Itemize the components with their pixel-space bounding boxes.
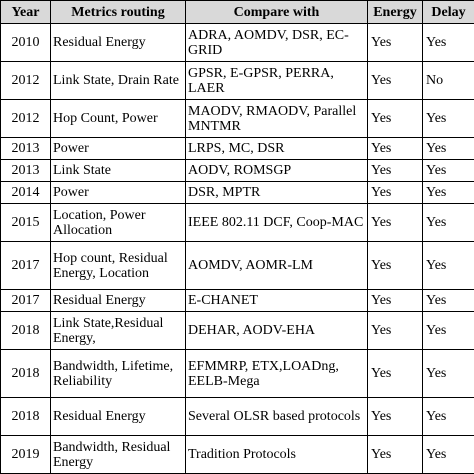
delay-cell: Yes (423, 182, 474, 204)
compare-cell: Tradition Protocols (186, 436, 368, 474)
table-row (1, 100, 474, 138)
delay-cell: Yes (423, 24, 474, 62)
header-delay: Delay (423, 1, 474, 24)
year-cell: 2010 (1, 24, 51, 62)
delay-cell: Yes (423, 312, 474, 350)
energy-cell: Yes (368, 436, 423, 474)
metrics-cell: Power (51, 182, 186, 204)
table-row (1, 138, 474, 160)
table-header-row (1, 1, 474, 24)
compare-cell: E-CHANET (186, 290, 368, 312)
table-row (1, 160, 474, 182)
compare-cell: AODV, ROMSGP (186, 160, 368, 182)
compare-cell: ADRA, AOMDV, DSR, EC-GRID (186, 24, 368, 62)
year-cell: 2014 (1, 182, 51, 204)
compare-cell: MAODV, RMAODV, Parallel MNTMR (186, 100, 368, 138)
delay-cell: Yes (423, 160, 474, 182)
table-row (1, 312, 474, 350)
delay-cell: Yes (423, 398, 474, 436)
energy-cell: Yes (368, 242, 423, 290)
energy-cell: Yes (368, 138, 423, 160)
table-row (1, 350, 474, 398)
year-cell: 2018 (1, 350, 51, 398)
compare-cell: DSR, MPTR (186, 182, 368, 204)
compare-cell: EFMMRP, ETX,LOADng, EELB-Mega (186, 350, 368, 398)
delay-cell: Yes (423, 350, 474, 398)
table-row (1, 204, 474, 242)
metrics-cell: Residual Energy (51, 398, 186, 436)
year-cell: 2015 (1, 204, 51, 242)
year-cell: 2017 (1, 242, 51, 290)
energy-cell: Yes (368, 160, 423, 182)
year-cell: 2019 (1, 436, 51, 474)
year-cell: 2018 (1, 312, 51, 350)
metrics-cell: Link State, Drain Rate (51, 62, 186, 100)
metrics-cell: Hop Count, Power (51, 100, 186, 138)
compare-cell: IEEE 802.11 DCF, Coop-MAC (186, 204, 368, 242)
delay-cell: Yes (423, 138, 474, 160)
delay-cell: Yes (423, 290, 474, 312)
energy-cell: Yes (368, 100, 423, 138)
metrics-cell: Bandwidth, Lifetime, Reliability (51, 350, 186, 398)
year-cell: 2012 (1, 100, 51, 138)
energy-cell: Yes (368, 290, 423, 312)
table-row (1, 182, 474, 204)
year-cell: 2018 (1, 398, 51, 436)
compare-cell: AOMDV, AOMR-LM (186, 242, 368, 290)
energy-cell: Yes (368, 62, 423, 100)
delay-cell: Yes (423, 204, 474, 242)
compare-cell: LRPS, MC, DSR (186, 138, 368, 160)
table-row (1, 24, 474, 62)
compare-cell: GPSR, E-GPSR, PERRA, LAER (186, 62, 368, 100)
energy-cell: Yes (368, 350, 423, 398)
table-row (1, 290, 474, 312)
year-cell: 2013 (1, 138, 51, 160)
energy-cell: Yes (368, 204, 423, 242)
metrics-cell: Power (51, 138, 186, 160)
table-row (1, 398, 474, 436)
header-metrics-routing: Metrics routing (51, 1, 186, 24)
header-year: Year (1, 1, 51, 24)
energy-cell: Yes (368, 398, 423, 436)
metrics-cell: Hop count, Residual Energy, Location (51, 242, 186, 290)
delay-cell: Yes (423, 242, 474, 290)
metrics-cell: Residual Energy (51, 24, 186, 62)
metrics-cell: Link State (51, 160, 186, 182)
energy-cell: Yes (368, 24, 423, 62)
table-row (1, 62, 474, 100)
table-row (1, 436, 474, 474)
compare-cell: DEHAR, AODV-EHA (186, 312, 368, 350)
metrics-cell: Bandwidth, Residual Energy (51, 436, 186, 474)
compare-cell: Several OLSR based protocols (186, 398, 368, 436)
metrics-cell: Link State,Residual Energy, (51, 312, 186, 350)
energy-cell: Yes (368, 312, 423, 350)
energy-cell: Yes (368, 182, 423, 204)
metrics-cell: Residual Energy (51, 290, 186, 312)
table-row (1, 242, 474, 290)
header-compare-with: Compare with (186, 1, 368, 24)
year-cell: 2013 (1, 160, 51, 182)
metrics-cell: Location, Power Allocation (51, 204, 186, 242)
year-cell: 2012 (1, 62, 51, 100)
delay-cell: Yes (423, 100, 474, 138)
year-cell: 2017 (1, 290, 51, 312)
delay-cell: No (423, 62, 474, 100)
delay-cell: Yes (423, 436, 474, 474)
header-energy: Energy (368, 1, 423, 24)
